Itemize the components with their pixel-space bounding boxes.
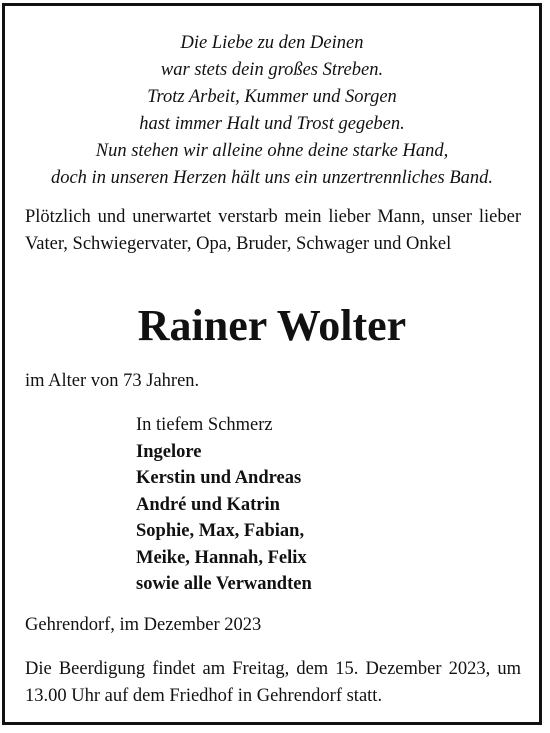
poem-line: war stets dein großes Streben. [160,60,384,80]
poem-line: doch in unseren Herzen hält uns ein unzertrennliches Band. [50,168,494,188]
mourners-block [136,412,312,598]
age-line: im Alter von 73 Jahren. [25,371,200,391]
death-announcement: Plötzlich und unerwartet verstarb mein lieber Mann, unser lieber Vater, Schwiegervater, Opa, Bruder, Schwager und Onkel [25,207,521,254]
mourner-name: Ingelore [136,441,202,462]
mourner-name: Meike, Hannah, Felix [136,547,307,568]
poem-line: Die Liebe zu den Deinen [180,33,364,53]
poem [5,30,539,192]
place-date: Gehrendorf, im Dezember 2023 [25,615,262,635]
poem-line: Nun stehen wir alleine ohne deine starke Hand, [95,141,449,161]
mourner-name: André und Katrin [136,494,280,515]
mourner-name: Sophie, Max, Fabian, [136,521,305,541]
poem-line: Trotz Arbeit, Kummer und Sorgen [147,87,397,107]
obituary-notice [2,3,542,725]
funeral-notice: Die Beerdigung findet am Freitag, dem 15. Dezember 2023, um 13.00 Uhr auf dem Friedhof in Gehrendorf statt. [25,659,521,706]
deceased-name: Rainer Wolter [137,301,407,350]
mourner-name: Kerstin und Andreas [136,468,302,488]
poem-line: hast immer Halt und Trost gegeben. [139,114,405,134]
mourning-line: In tiefem Schmerz [136,415,273,435]
mourner-name: sowie alle Verwandten [136,574,312,594]
